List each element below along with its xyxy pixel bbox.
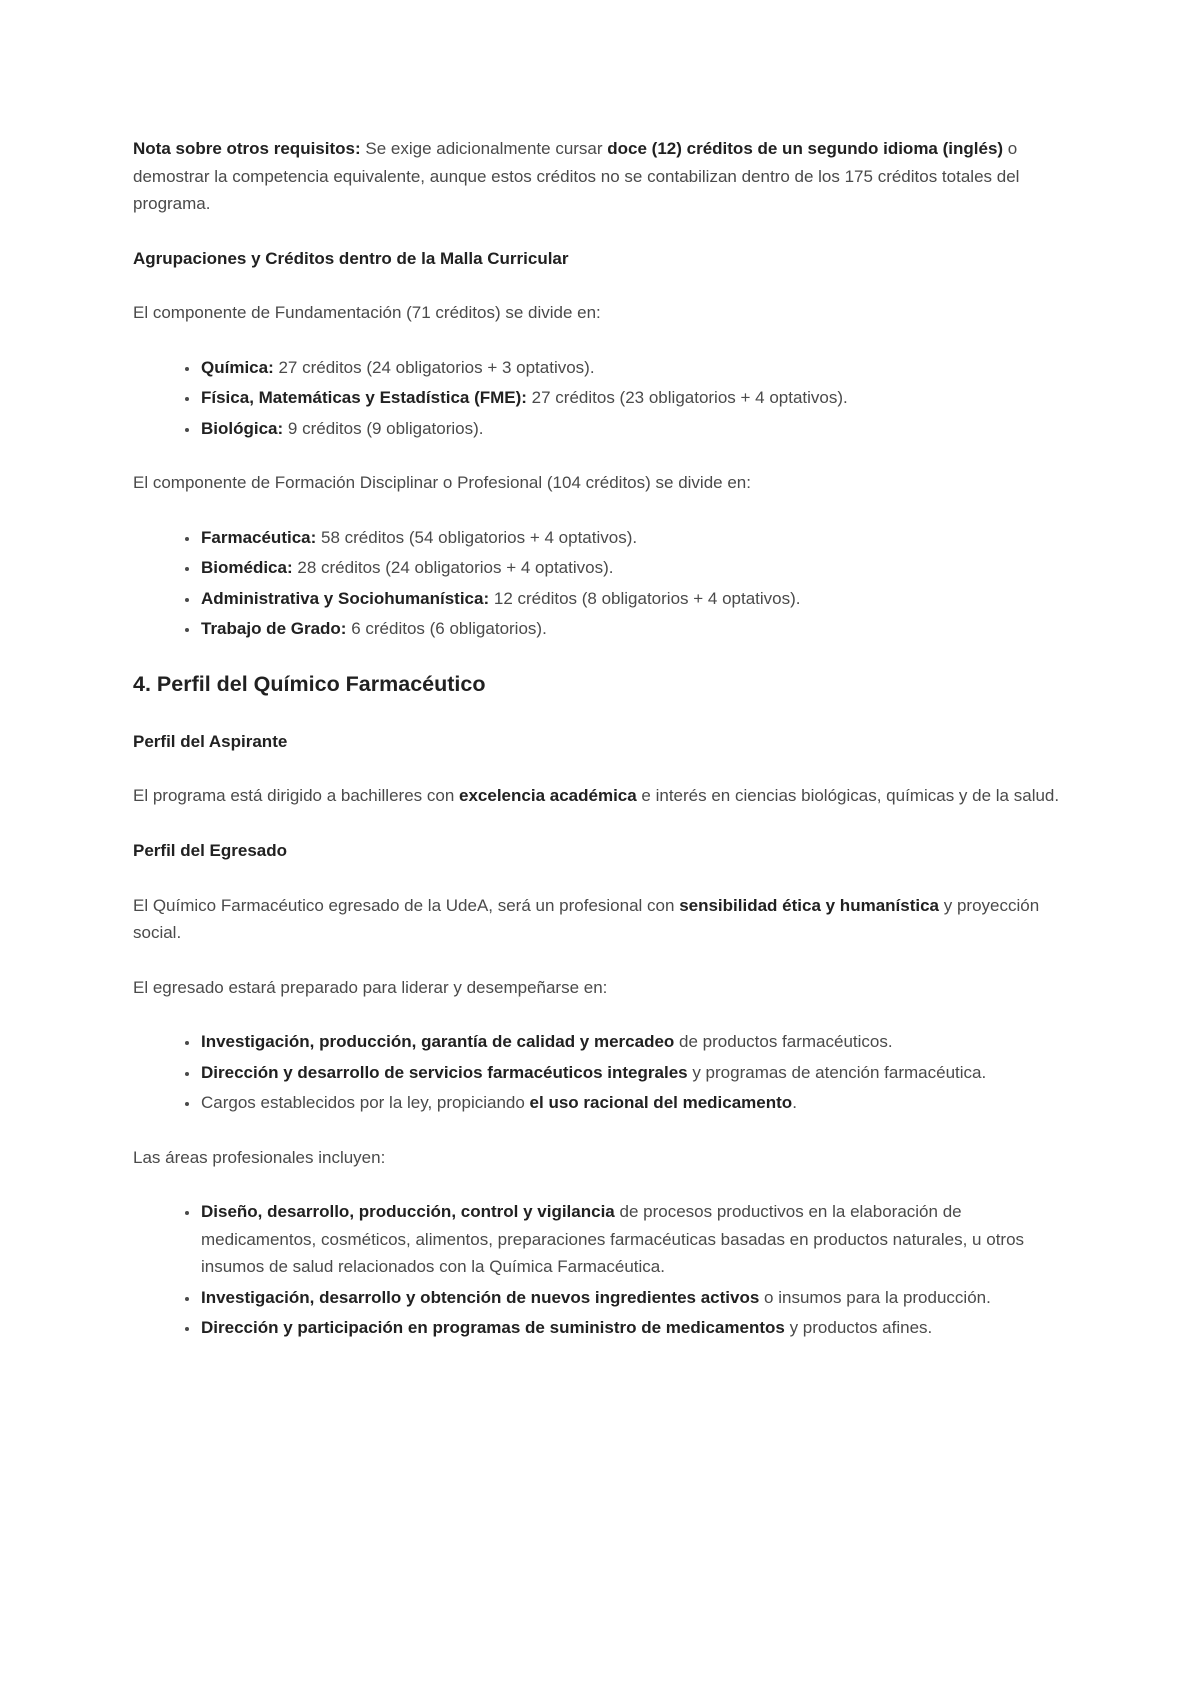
bold-text-segment: Administrativa y Sociohumanística: <box>201 588 490 608</box>
bold-text-segment: Dirección y desarrollo de servicios farmacéuticos integrales <box>201 1062 688 1082</box>
text-segment: 58 créditos (54 obligatorios + 4 optativos). <box>316 527 638 547</box>
perfil-section-heading: 4. Perfil del Químico Farmacéutico <box>133 671 486 696</box>
bold-text-segment: excelencia académica <box>459 786 637 806</box>
bold-text-segment: sensibilidad ética y humanística <box>679 895 940 915</box>
text-segment: o demostrar la competencia equivalente, aunque estos créditos no se contabilizan dentro de los 175 créditos totales del programa. <box>133 139 1020 214</box>
fundamentacion-intro-paragraph <box>133 299 1060 327</box>
list-item <box>200 554 1060 582</box>
text-segment: y proyección social. <box>133 895 1040 943</box>
list-item <box>200 585 1060 613</box>
text-segment: El programa está dirigido a bachilleres con <box>133 786 460 806</box>
text-segment: Cargos establecidos por la ley, propiciando <box>201 1093 530 1113</box>
bold-text-segment: Farmacéutica: <box>201 527 317 547</box>
list-item <box>200 615 1060 643</box>
text-segment: e interés en ciencias biológicas, químicas y de la salud. <box>636 786 1060 806</box>
list-item <box>200 1059 1060 1087</box>
list-item <box>200 1028 1060 1056</box>
text-segment: El egresado estará preparado para liderar y desempeñarse en: <box>133 977 608 997</box>
desempeno-intro-paragraph <box>133 974 1060 1002</box>
text-segment: 28 créditos (24 obligatorios + 4 optativos). <box>292 558 614 578</box>
bold-text-segment: Trabajo de Grado: <box>201 619 347 639</box>
list-item <box>200 354 1060 382</box>
bold-text-segment: el uso racional del medicamento <box>529 1093 793 1113</box>
areas-intro-paragraph <box>133 1144 1060 1172</box>
text-segment: y productos afines. <box>784 1318 933 1338</box>
text-segment: 27 créditos (23 obligatorios + 4 optativos). <box>526 388 848 408</box>
egresado-paragraph <box>133 892 1060 947</box>
bold-text-segment: Física, Matemáticas y Estadística (FME): <box>201 388 527 408</box>
fundamentacion-list <box>133 354 1060 443</box>
desempeno-list <box>133 1028 1060 1117</box>
text-segment: 6 créditos (6 obligatorios). <box>346 619 547 639</box>
text-segment: El componente de Fundamentación (71 créditos) se divide en: <box>133 303 601 323</box>
aspirante-subheading: Perfil del Aspirante <box>133 731 288 751</box>
text-segment: de productos farmacéuticos. <box>674 1032 893 1052</box>
bold-text-segment: Dirección y participación en programas de suministro de medicamentos <box>201 1318 785 1338</box>
text-segment: o insumos para la producción. <box>759 1287 991 1307</box>
list-item <box>200 384 1060 412</box>
list-item <box>200 1089 1060 1117</box>
text-segment: 12 créditos (8 obligatorios + 4 optativos). <box>489 588 801 608</box>
text-segment: El Químico Farmacéutico egresado de la UdeA, será un profesional con <box>133 895 680 915</box>
bold-text-segment: Nota sobre otros requisitos: <box>133 139 361 158</box>
text-segment: de procesos productivos en la elaboración de medicamentos, cosméticos, alimentos, preparaciones farmacéuticas basadas en productos naturales, u otros insumos de salud relacionados con la Química Farmacéutica. <box>201 1202 1025 1277</box>
text-segment: 27 créditos (24 obligatorios + 3 optativos). <box>273 357 595 377</box>
bold-text-segment: Diseño, desarrollo, producción, control y vigilancia <box>201 1202 615 1222</box>
disciplinar-intro-paragraph <box>133 469 1060 497</box>
bold-text-segment: Biomédica: <box>201 558 293 578</box>
list-item <box>200 1284 1060 1312</box>
list-item <box>200 1314 1060 1342</box>
bold-text-segment: Biológica: <box>201 418 284 438</box>
list-item <box>200 524 1060 552</box>
bold-text-segment: Química: <box>201 357 274 377</box>
text-segment: Las áreas profesionales incluyen: <box>133 1147 386 1167</box>
areas-list <box>133 1198 1060 1342</box>
list-item <box>200 415 1060 443</box>
curriculum-section-heading: Agrupaciones y Créditos dentro de la Malla Curricular <box>133 248 569 268</box>
bold-text-segment: doce (12) créditos de un segundo idioma (inglés) <box>607 139 1004 158</box>
bold-text-segment: Investigación, producción, garantía de calidad y mercadeo <box>201 1032 675 1052</box>
aspirante-paragraph <box>133 782 1060 810</box>
egresado-subheading: Perfil del Egresado <box>133 840 287 860</box>
text-segment: Se exige adicionalmente cursar <box>360 139 608 158</box>
bold-text-segment: Investigación, desarrollo y obtención de nuevos ingredientes activos <box>201 1287 760 1307</box>
text-segment: 9 créditos (9 obligatorios). <box>283 418 484 438</box>
text-segment: . <box>792 1093 797 1113</box>
disciplinar-list <box>133 524 1060 643</box>
text-segment: y programas de atención farmacéutica. <box>687 1062 987 1082</box>
list-item <box>200 1198 1060 1281</box>
note-paragraph <box>133 135 1060 218</box>
text-segment: El componente de Formación Disciplinar o Profesional (104 créditos) se divide en: <box>133 473 751 493</box>
